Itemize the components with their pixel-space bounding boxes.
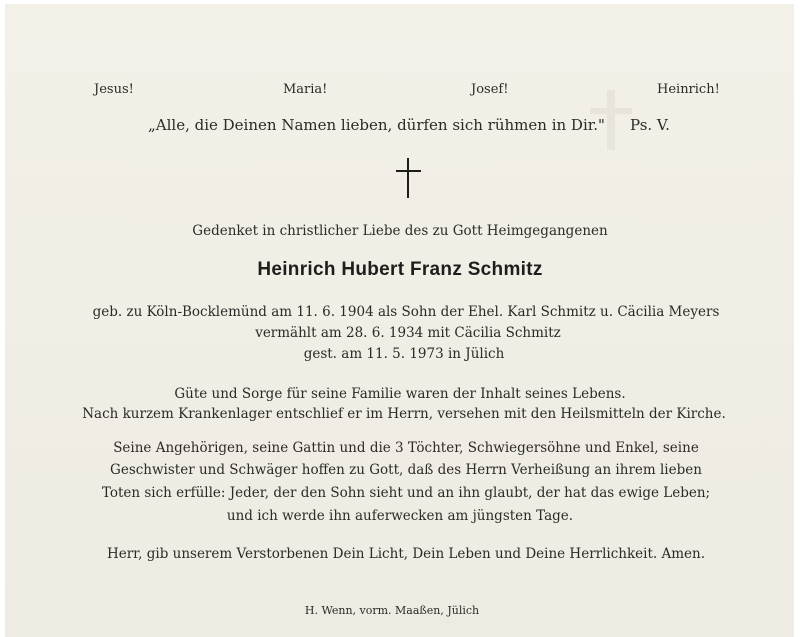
psalm-reference: Ps. V. xyxy=(630,116,670,134)
closing-prayer: Herr, gib unserem Verstorbenen Dein Licht, Dein Leben und Deine Herrlichkeit. Amen. xyxy=(106,546,706,562)
birth-line: geb. zu Köln-Bocklemünd am 11. 6. 1904 als Sohn der Ehel. Karl Schmitz u. Cäcilia Meyers xyxy=(92,304,720,320)
intro-line: Gedenket in christlicher Liebe des zu Gott Heimgegangenen xyxy=(192,223,608,239)
psalm-quote: „Alle, die Deinen Namen lieben, dürfen sich rühmen in Dir." xyxy=(148,116,605,134)
family-paragraph-line: Toten sich erfülle: Jeder, der den Sohn sieht und an ihn glaubt, der hat das ewige Leben; xyxy=(101,485,711,501)
invocation-jesus: Jesus! xyxy=(94,82,134,97)
cross-icon-bar xyxy=(396,170,421,172)
invocation-josef: Josef! xyxy=(471,82,509,97)
family-paragraph-line: und ich werde ihn auferwecken am jüngsten Tage. xyxy=(226,508,574,524)
paper-edge-top xyxy=(0,0,800,4)
cross-icon xyxy=(407,158,409,198)
deceased-name: Heinrich Hubert Franz Schmitz xyxy=(257,259,543,280)
invocation-heinrich: Heinrich! xyxy=(657,82,720,97)
life-paragraph-line: Nach kurzem Krankenlager entschlief er im Herrn, versehen mit den Heilsmitteln der Kirche. xyxy=(82,406,726,422)
invocation-maria: Maria! xyxy=(283,82,328,97)
family-paragraph-line: Geschwister und Schwäger hoffen zu Gott, daß des Herrn Verheißung an ihrem lieben xyxy=(110,462,702,478)
invocation-line xyxy=(0,82,800,102)
marriage-line: vermählt am 28. 6. 1934 mit Cäcilia Schmitz xyxy=(255,325,561,341)
death-line: gest. am 11. 5. 1973 in Jülich xyxy=(303,346,505,362)
printer-imprint: H. Wenn, vorm. Maaßen, Jülich xyxy=(304,604,480,617)
ghost-cross-bar xyxy=(590,108,632,114)
family-paragraph-line: Seine Angehörigen, seine Gattin und die 3 Töchter, Schwiegersöhne und Enkel, seine xyxy=(113,440,699,456)
life-paragraph-line: Güte und Sorge für seine Familie waren der Inhalt seines Lebens. xyxy=(174,386,626,402)
